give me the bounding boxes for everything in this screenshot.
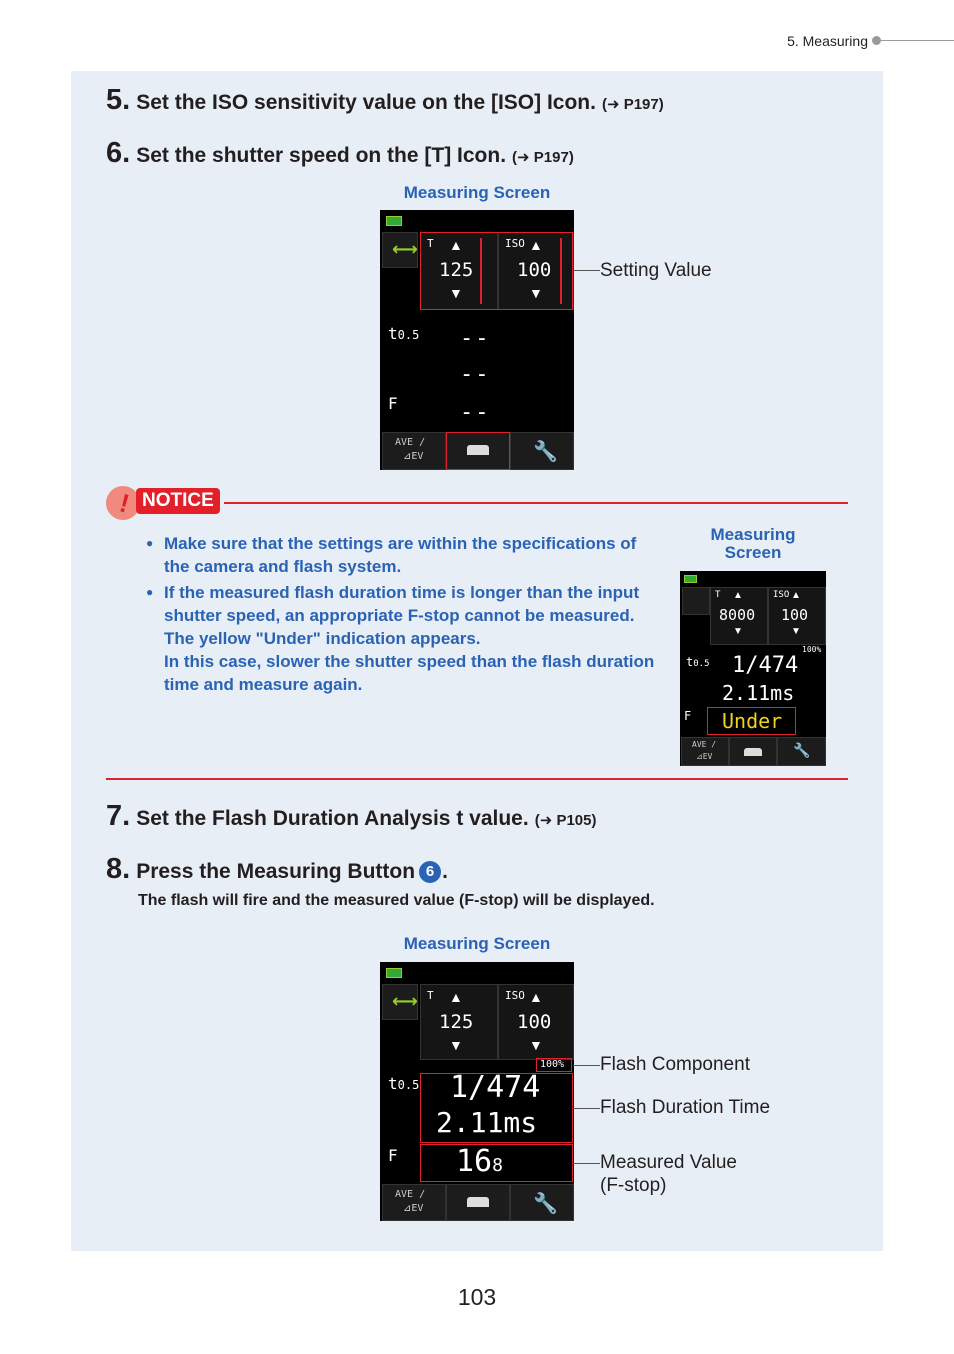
f-label: F [388,1146,398,1165]
flash-component-callout: Flash Component [600,1054,750,1075]
memory-button[interactable] [729,737,777,766]
step-7 [106,800,596,833]
step-5 [106,84,664,117]
step-8: 8. Press the Measuring Button 6 . [106,853,448,885]
chevron-down-icon: ▼ [529,285,543,301]
flash-mode-icon[interactable]: ⟷ [382,232,418,268]
screen-caption: Measuring Screen [403,183,551,202]
memory-icon [467,1197,489,1207]
wrench-icon: 🔧 [533,441,558,463]
header-section-label: 5. Measuring [787,33,868,49]
iso-icon[interactable]: ISO ▲ 100 ▼ [498,984,574,1060]
measuring-button-number-icon: 6 [419,861,441,883]
iso-icon[interactable]: ISO ▲ 100 ▼ [498,232,574,310]
wrench-icon: 🔧 [793,742,811,758]
arrow-right-icon: ➜ [517,149,530,166]
shutter-speed-icon[interactable]: T ▲ 125 ▼ [420,984,498,1060]
settings-button[interactable] [510,432,574,470]
measuring-screen-2 [380,962,574,1221]
measure-highlight [446,432,510,470]
step-text: Set the Flash Duration Analysis t value. [136,807,529,830]
step-text: Press the Measuring Button [136,860,416,883]
memory-icon [744,748,762,756]
f-label: F [684,709,692,723]
header-bullet-icon [872,36,881,45]
setting-value-highlight [420,232,573,310]
f-label: F [388,394,398,413]
chevron-up-icon: ▲ [791,590,801,601]
chevron-down-icon: ▼ [449,1037,463,1053]
arrow-right-icon: ➜ [606,96,620,113]
adjust-arrow-iso [560,238,562,304]
step-text: Set the shutter speed on the [T] Icon. [136,144,507,167]
settings-button[interactable] [510,1184,574,1221]
measuring-screen-under [680,571,826,766]
t-param-label: t0.5 [686,655,710,669]
measuring-screen-1 [380,210,574,470]
ave-ev-button[interactable]: AVE / ⊿EV [382,1184,446,1221]
flash-duration-value: 2.11ms [436,1106,538,1139]
header-rule [881,40,954,41]
notice-icon: ! [106,486,140,520]
notice-bullet: ● Make sure that the settings are within the specifications of the camera and flash system. [146,532,656,578]
flash-component-percent: 100% [540,1059,565,1070]
notice-end-rule [106,778,848,780]
page-number: 103 [457,1284,497,1310]
chevron-down-icon: ▼ [791,626,801,637]
step-number: 6. [106,137,131,169]
step-number: 8. [106,853,131,885]
setting-value-callout: Setting Value [600,260,712,281]
page-reference[interactable]: (➜ P105) [534,812,597,829]
page-reference[interactable]: (➜ P197) [601,96,664,113]
chevron-up-icon: ▲ [733,590,743,601]
arrow-right-icon: ➜ [539,812,553,829]
chevron-up-icon: ▲ [529,989,543,1005]
flash-mode-icon[interactable]: ⟷ [382,984,418,1020]
step-6 [106,137,574,170]
chevron-down-icon: ▼ [449,285,463,301]
callout-leader [573,1108,600,1109]
memory-button[interactable] [446,1184,510,1221]
callout-leader [573,1065,600,1066]
notice-badge: NOTICE [136,488,220,514]
battery-icon [684,575,697,583]
reading-placeholder-1: -- [460,326,491,351]
page-reference[interactable]: (➜ P197) [512,149,574,166]
ave-ev-button[interactable]: AVE / ⊿EV [382,432,446,470]
chevron-down-icon: ▼ [733,626,743,637]
screen-caption: Measuring Screen [710,525,796,562]
step-8-description: The flash will fire and the measured value (F-stop) will be displayed. [138,892,655,909]
notice-rule [224,502,848,504]
step-number: 5. [106,84,131,116]
chevron-up-icon: ▲ [529,237,543,253]
flash-ratio-value: 1/474 [732,653,799,678]
notice-bullet: ● If the measured flash duration time is longer than the input shutter speed, an appropriate F-stop cannot be measured. The yellow "Under" indication appears. [146,581,656,650]
flash-component-percent: 100% [802,645,822,654]
t-param-label: t0.5 [388,1074,420,1093]
callout-leader [573,1163,600,1164]
adjust-arrow-t [480,238,482,304]
screen-caption: Measuring Screen [403,934,551,953]
reading-placeholder-2: -- [460,362,491,387]
shutter-speed-icon[interactable]: T ▲ 8000 ▼ [710,587,768,645]
settings-button[interactable] [777,737,826,766]
shutter-speed-icon[interactable]: T ▲ 125 ▼ [420,232,498,310]
step-text: Set the ISO sensitivity value on the [ISO] Icon. [136,91,596,114]
flash-mode-icon[interactable] [682,587,710,615]
battery-icon [386,968,402,978]
flash-duration-callout: Flash Duration Time [600,1097,771,1118]
chevron-up-icon: ▲ [449,237,463,253]
flash-ratio-value: 1/474 [450,1070,541,1105]
ave-ev-button[interactable]: AVE / ⊿EV [681,737,729,766]
reading-placeholder-3: -- [460,400,491,425]
notice-extra: In this case, slower the shutter speed than the flash duration time and measure again. [164,652,655,694]
callout-leader [573,270,600,271]
wrench-icon: 🔧 [533,1193,558,1215]
chevron-up-icon: ▲ [449,989,463,1005]
t-param-label: t0.5 [388,324,420,343]
notice-bullets [146,532,656,696]
fstop-value: 168 [456,1144,503,1179]
flash-duration-value: 2.11ms [722,681,795,705]
step-number: 7. [106,800,131,832]
chevron-down-icon: ▼ [529,1037,543,1053]
measured-value-callout: Measured Value [600,1152,737,1173]
under-indicator: Under [722,709,783,733]
iso-icon[interactable]: ISO ▲ 100 ▼ [768,587,826,645]
measured-value-callout-sub: (F-stop) [600,1175,667,1196]
battery-icon [386,216,402,226]
